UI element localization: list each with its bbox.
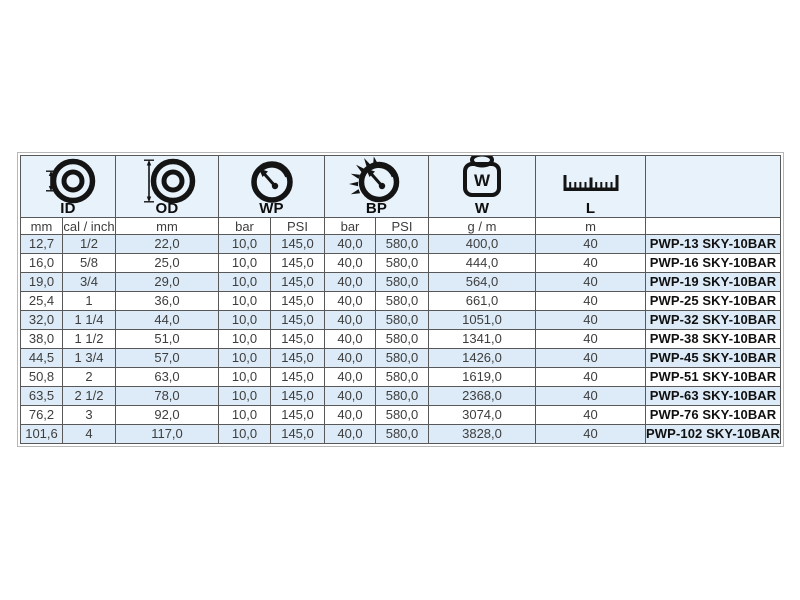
unit-cell: PSI	[271, 218, 325, 235]
value-cell: 101,6	[21, 425, 63, 444]
table-row	[21, 273, 781, 292]
value-cell: 22,0	[116, 235, 219, 254]
length-ruler-icon	[562, 173, 620, 193]
value-cell: 1619,0	[429, 368, 536, 387]
value-cell: 580,0	[376, 368, 429, 387]
working-pressure-gauge-icon	[246, 156, 298, 206]
product-name-cell: PWP-76 SKY-10BAR	[646, 406, 781, 425]
value-cell: 50,8	[21, 368, 63, 387]
value-cell: 12,7	[21, 235, 63, 254]
column-header-id	[21, 156, 116, 218]
weight-per-meter-icon	[459, 156, 505, 201]
value-cell: 580,0	[376, 387, 429, 406]
value-cell: 40,0	[325, 349, 376, 368]
value-cell: 10,0	[219, 273, 271, 292]
value-cell: 40	[536, 292, 646, 311]
value-cell: 580,0	[376, 330, 429, 349]
product-name-cell: PWP-13 SKY-10BAR	[646, 235, 781, 254]
value-cell: 400,0	[429, 235, 536, 254]
value-cell: 40,0	[325, 235, 376, 254]
table-row	[21, 368, 781, 387]
hose-spec-table	[20, 155, 781, 444]
value-cell: 145,0	[271, 349, 325, 368]
value-cell: 10,0	[219, 387, 271, 406]
value-cell: 1	[63, 292, 116, 311]
product-name-cell: PWP-45 SKY-10BAR	[646, 349, 781, 368]
value-cell: 10,0	[219, 349, 271, 368]
value-cell: 63,0	[116, 368, 219, 387]
value-cell: 145,0	[271, 254, 325, 273]
column-label-od: OD	[155, 200, 179, 217]
value-cell: 40	[536, 387, 646, 406]
table-row	[21, 387, 781, 406]
value-cell: 78,0	[116, 387, 219, 406]
column-label-bp: BP	[365, 200, 388, 217]
value-cell: 63,5	[21, 387, 63, 406]
unit-cell: bar	[325, 218, 376, 235]
table-row	[21, 292, 781, 311]
value-cell: 29,0	[116, 273, 219, 292]
product-name-cell: PWP-19 SKY-10BAR	[646, 273, 781, 292]
value-cell: 40,0	[325, 425, 376, 444]
svg-text:W: W	[473, 171, 491, 190]
value-cell: 1426,0	[429, 349, 536, 368]
table-row	[21, 330, 781, 349]
outer-diameter-icon	[136, 156, 198, 206]
value-cell: 40	[536, 311, 646, 330]
header-icon-row	[21, 156, 781, 218]
spec-table	[20, 155, 781, 444]
value-cell: 10,0	[219, 425, 271, 444]
value-cell: 51,0	[116, 330, 219, 349]
value-cell: 40	[536, 330, 646, 349]
value-cell: 2 1/2	[63, 387, 116, 406]
value-cell: 580,0	[376, 349, 429, 368]
value-cell: 1051,0	[429, 311, 536, 330]
product-name-cell: PWP-51 SKY-10BAR	[646, 368, 781, 387]
value-cell: 40,0	[325, 330, 376, 349]
value-cell: 25,4	[21, 292, 63, 311]
unit-cell: bar	[219, 218, 271, 235]
value-cell: 3828,0	[429, 425, 536, 444]
value-cell: 580,0	[376, 254, 429, 273]
unit-cell: mm	[116, 218, 219, 235]
value-cell: 580,0	[376, 425, 429, 444]
value-cell: 580,0	[376, 292, 429, 311]
column-header-product	[646, 156, 781, 218]
column-label-w: W	[474, 200, 490, 217]
value-cell: 3/4	[63, 273, 116, 292]
value-cell: 2	[63, 368, 116, 387]
value-cell: 145,0	[271, 406, 325, 425]
value-cell: 4	[63, 425, 116, 444]
value-cell: 580,0	[376, 406, 429, 425]
value-cell: 3	[63, 406, 116, 425]
value-cell: 145,0	[271, 273, 325, 292]
product-name-cell: PWP-102 SKY-10BAR	[646, 425, 781, 444]
value-cell: 40,0	[325, 254, 376, 273]
value-cell: 580,0	[376, 311, 429, 330]
value-cell: 40	[536, 368, 646, 387]
value-cell: 145,0	[271, 330, 325, 349]
value-cell: 1/2	[63, 235, 116, 254]
value-cell: 117,0	[116, 425, 219, 444]
table-row	[21, 406, 781, 425]
value-cell: 1 1/4	[63, 311, 116, 330]
value-cell: 40	[536, 254, 646, 273]
unit-cell: m	[536, 218, 646, 235]
column-header-w	[429, 156, 536, 218]
product-name-cell: PWP-63 SKY-10BAR	[646, 387, 781, 406]
unit-cell: g / m	[429, 218, 536, 235]
product-name-cell: PWP-38 SKY-10BAR	[646, 330, 781, 349]
value-cell: 40,0	[325, 406, 376, 425]
value-cell: 40,0	[325, 368, 376, 387]
value-cell: 25,0	[116, 254, 219, 273]
value-cell: 40,0	[325, 311, 376, 330]
value-cell: 57,0	[116, 349, 219, 368]
value-cell: 145,0	[271, 425, 325, 444]
value-cell: 1341,0	[429, 330, 536, 349]
value-cell: 10,0	[219, 254, 271, 273]
value-cell: 44,0	[116, 311, 219, 330]
product-name-cell: PWP-25 SKY-10BAR	[646, 292, 781, 311]
value-cell: 661,0	[429, 292, 536, 311]
column-label-wp: WP	[259, 200, 284, 217]
value-cell: 10,0	[219, 330, 271, 349]
value-cell: 564,0	[429, 273, 536, 292]
table-row	[21, 311, 781, 330]
inner-diameter-icon	[37, 156, 99, 206]
value-cell: 2368,0	[429, 387, 536, 406]
column-header-wp	[219, 156, 325, 218]
value-cell: 40,0	[325, 387, 376, 406]
table-row	[21, 349, 781, 368]
unit-cell: PSI	[376, 218, 429, 235]
value-cell: 36,0	[116, 292, 219, 311]
value-cell: 10,0	[219, 235, 271, 254]
units-row	[21, 218, 781, 235]
value-cell: 3074,0	[429, 406, 536, 425]
value-cell: 580,0	[376, 235, 429, 254]
value-cell: 145,0	[271, 235, 325, 254]
value-cell: 1 1/2	[63, 330, 116, 349]
burst-pressure-gauge-icon	[348, 156, 406, 206]
unit-cell: mm	[21, 218, 63, 235]
value-cell: 145,0	[271, 387, 325, 406]
column-header-l	[536, 156, 646, 218]
value-cell: 444,0	[429, 254, 536, 273]
column-label-id: ID	[60, 200, 76, 217]
value-cell: 40,0	[325, 292, 376, 311]
value-cell: 40	[536, 235, 646, 254]
value-cell: 92,0	[116, 406, 219, 425]
value-cell: 10,0	[219, 292, 271, 311]
value-cell: 44,5	[21, 349, 63, 368]
table-row	[21, 254, 781, 273]
column-label-l: L	[585, 200, 596, 217]
table-row	[21, 235, 781, 254]
column-header-od	[116, 156, 219, 218]
value-cell: 76,2	[21, 406, 63, 425]
value-cell: 40	[536, 406, 646, 425]
unit-cell	[646, 218, 781, 235]
value-cell: 580,0	[376, 273, 429, 292]
value-cell: 1 3/4	[63, 349, 116, 368]
value-cell: 40	[536, 425, 646, 444]
value-cell: 10,0	[219, 311, 271, 330]
value-cell: 40,0	[325, 273, 376, 292]
value-cell: 5/8	[63, 254, 116, 273]
value-cell: 40	[536, 349, 646, 368]
value-cell: 40	[536, 273, 646, 292]
unit-cell: cal / inch	[63, 218, 115, 234]
value-cell: 145,0	[271, 368, 325, 387]
column-header-bp	[325, 156, 429, 218]
value-cell: 38,0	[21, 330, 63, 349]
product-name-cell: PWP-16 SKY-10BAR	[646, 254, 781, 273]
value-cell: 10,0	[219, 368, 271, 387]
value-cell: 19,0	[21, 273, 63, 292]
value-cell: 10,0	[219, 406, 271, 425]
value-cell: 145,0	[271, 311, 325, 330]
spec-table-body	[21, 235, 781, 444]
value-cell: 145,0	[271, 292, 325, 311]
table-row	[21, 425, 781, 444]
value-cell: 32,0	[21, 311, 63, 330]
product-name-cell: PWP-32 SKY-10BAR	[646, 311, 781, 330]
value-cell: 16,0	[21, 254, 63, 273]
